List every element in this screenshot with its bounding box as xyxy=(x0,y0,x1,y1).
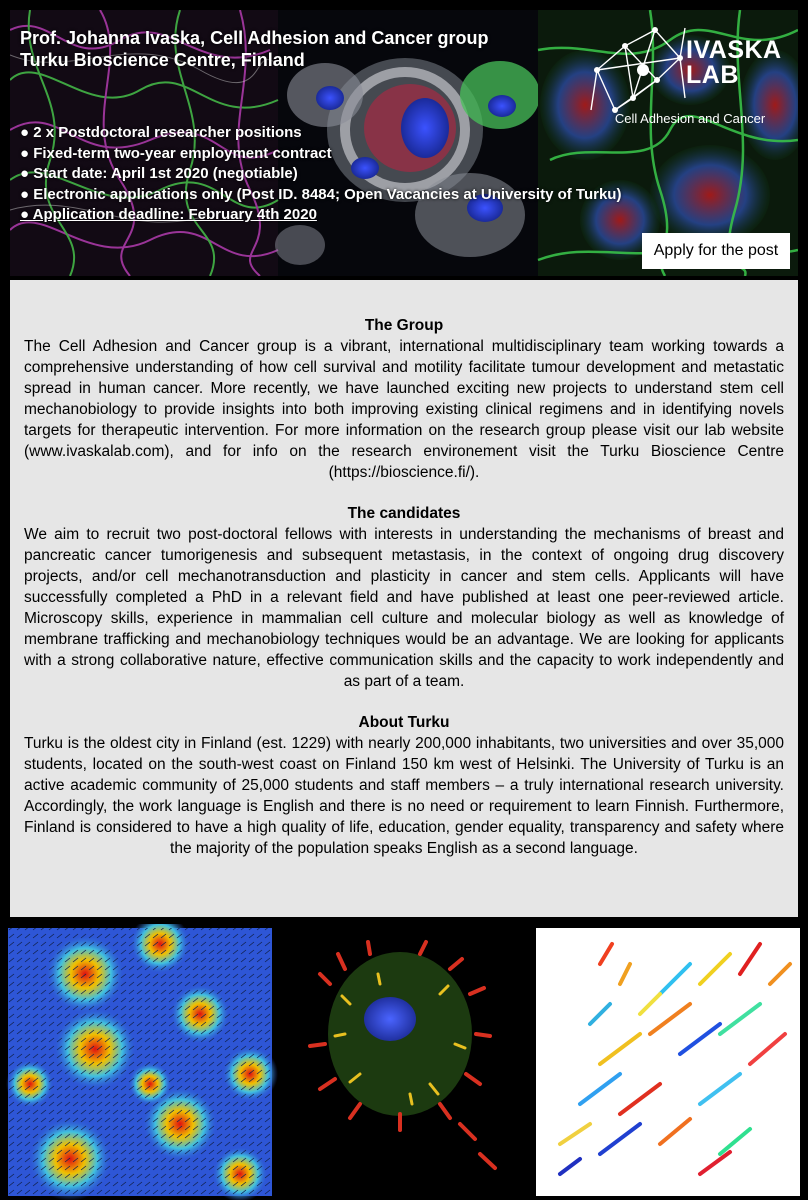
adhesion-segmentation-image xyxy=(536,928,800,1196)
group-heading: The Group xyxy=(364,317,444,334)
bullet-applications: ● Electronic applications only (Post ID. 8484; Open Vacancies at University of Turku) xyxy=(20,185,622,203)
title-line-institute: Turku Bioscience Centre, Finland xyxy=(20,50,305,70)
candidates-text: We aim to recruit two post-doctoral fellows with interests in understanding the mechanisms of breast and pancreatic cancer tumorigenesis and subsequent metastasis, in the context of ongoing drug discovery projects, and/or cell mechanotransduction and plasticity in cancer and stem cells. Applicants will have successfully completed a PhD in a relevant field and have published at least one peer-reviewed article. Microscopy skills, experience in mammalian cell culture and molecular biology as well as knowledge of membrane trafficking and mechanobiology techniques would be an advantage. We are looking for applicants with a strong collaborative nature, effective communication skills and the capacity to work independently and as part of a team. xyxy=(24,526,784,690)
header-banner xyxy=(10,10,798,276)
position-bullets xyxy=(20,123,621,226)
description-panel xyxy=(10,280,798,917)
apply-button[interactable]: Apply for the post xyxy=(642,233,790,269)
group-text: The Cell Adhesion and Cancer group is a vibrant, international multidisciplinary team working towards a comprehensive understanding of how cell survival and motility facilitate tumour development and metastatic spread in human cancer. More recently, we have launched exciting new projects to understand stem cell mechanobiology to provide insights into both improving existing clinical regimens and in identifying novels targets for therapeutic intervention. For more information on the research group please visit our lab website (www.ivaskalab.com), and for info on the research environement visit the Turku Bioscience Centre (https://bioscience.fi/). xyxy=(24,338,784,481)
bullet-contract: ● Fixed-term two-year employment contract xyxy=(20,144,332,162)
logo-tagline: Cell Adhesion and Cancer xyxy=(614,111,766,126)
cell-focal-adhesion-image xyxy=(290,928,530,1196)
candidates-heading: The candidates xyxy=(347,505,461,522)
traction-force-heatmap xyxy=(6,924,278,1200)
header-title xyxy=(20,27,488,71)
title-line-name: Prof. Johanna Ivaska, Cell Adhesion and Cancer group xyxy=(20,28,489,48)
bullet-deadline-link[interactable]: ● Application deadline: February 4th 2020 xyxy=(20,206,317,223)
bullet-start-date: ● Start date: April 1st 2020 (negotiable) xyxy=(20,165,298,182)
microscopy-footer-images xyxy=(0,924,808,1200)
bullet-positions: ● 2 x Postdoctoral researcher positions xyxy=(20,124,302,141)
turku-heading: About Turku xyxy=(358,714,450,731)
logo-name-bottom: LAB xyxy=(686,61,739,89)
logo-wordmark xyxy=(686,38,782,88)
logo-name-top: IVASKA xyxy=(686,36,782,64)
turku-text: Turku is the oldest city in Finland (est. 1229) with nearly 200,000 inhabitants, two universities and over 35,000 students, located on the south-west coast on Finland 150 km west of Helsinki. The University of Turku is an active academic community of 25,000 students and staff members – a truly international research university. Accordingly, the work language is English and there is no need or requirement to learn Finnish. Furthermore, Finland is considered to have a high quality of life, education, gender equality, transparency and safety where the majority of the population speaks English as a second language. xyxy=(24,735,784,857)
